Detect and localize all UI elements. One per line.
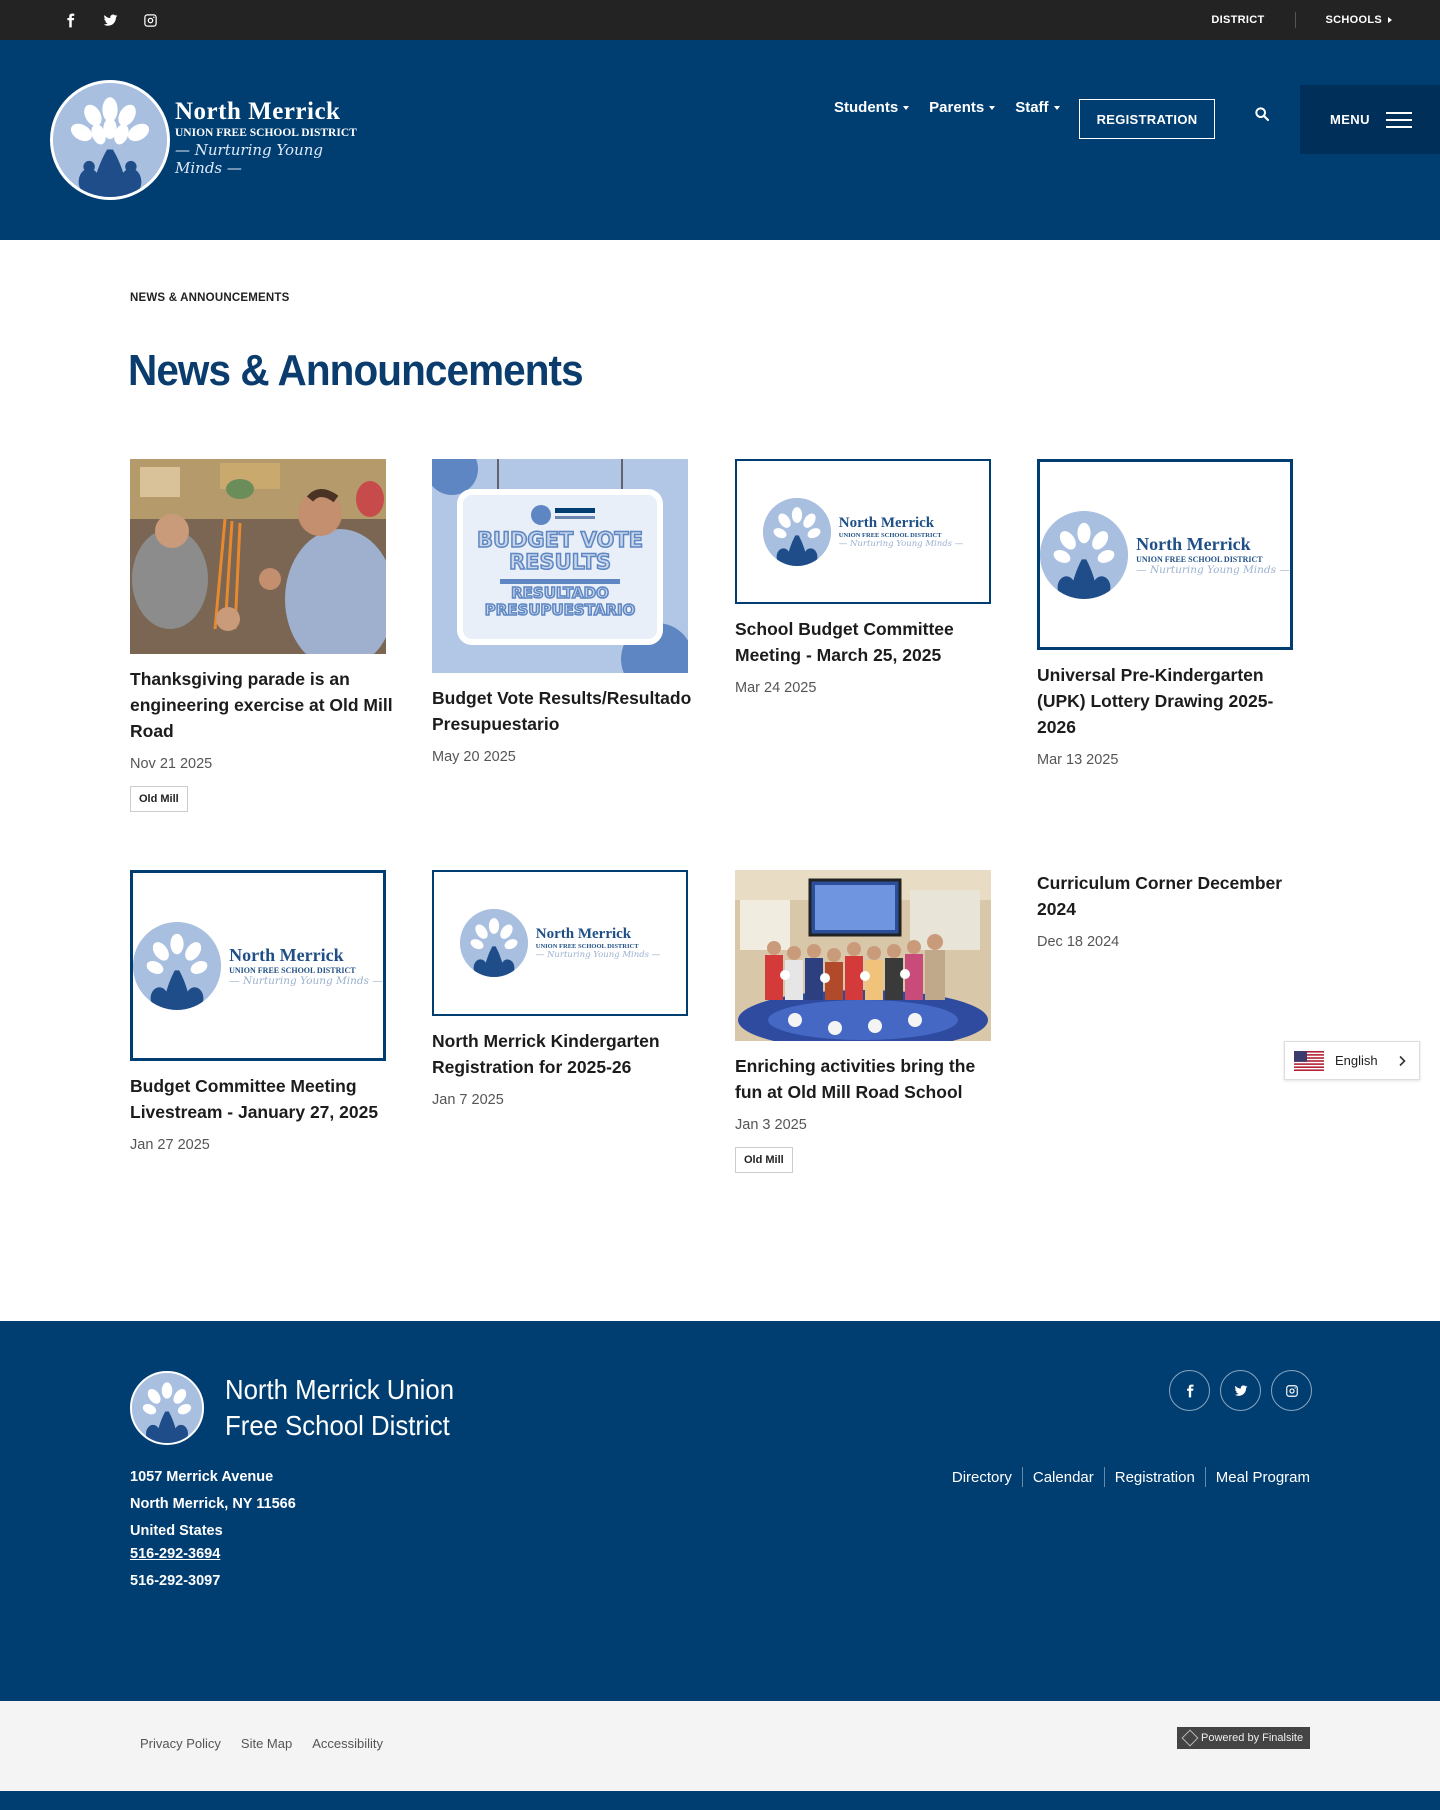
news-date: Jan 27 2025 bbox=[130, 1137, 210, 1153]
footer-link-directory[interactable]: Directory bbox=[951, 1468, 1012, 1486]
instagram-icon[interactable] bbox=[1271, 1370, 1312, 1411]
mini-logo-line-2: UNION FREE SCHOOL DISTRICT bbox=[229, 965, 356, 975]
address-line-1: 1057 Merrick Avenue bbox=[130, 1469, 274, 1485]
logo-line-1: North Merrick bbox=[175, 98, 341, 125]
main-nav bbox=[834, 99, 1060, 116]
fax-number: 516-292-3097 bbox=[130, 1573, 221, 1589]
news-image bbox=[130, 459, 386, 654]
address-country: United States bbox=[130, 1523, 223, 1539]
news-image bbox=[1037, 459, 1293, 650]
news-date: Jan 3 2025 bbox=[735, 1117, 807, 1133]
chevron-right-icon bbox=[1396, 1055, 1408, 1067]
nav-parents-label: Parents bbox=[929, 99, 985, 116]
mini-logo-text bbox=[536, 926, 660, 960]
footer-address bbox=[130, 1464, 296, 1599]
news-image bbox=[735, 870, 991, 1041]
news-title[interactable]: School Budget Committee Meeting - March 25, 2025 bbox=[735, 619, 954, 665]
district-link[interactable]: DISTRICT bbox=[1211, 14, 1265, 26]
logo-line-2: UNION FREE SCHOOL DISTRICT bbox=[175, 127, 357, 139]
site-footer bbox=[0, 1321, 1440, 1701]
news-card[interactable] bbox=[130, 459, 400, 812]
news-card[interactable] bbox=[130, 870, 400, 1153]
news-date: May 20 2025 bbox=[432, 749, 516, 765]
caret-right-icon bbox=[1388, 17, 1392, 23]
budget-line-1: BUDGET VOTE bbox=[476, 528, 644, 552]
news-card[interactable] bbox=[432, 870, 702, 1108]
news-card[interactable] bbox=[735, 870, 1005, 1173]
news-title[interactable]: Budget Vote Results/Resultado Presupuestario bbox=[432, 688, 692, 734]
district-logo[interactable] bbox=[50, 80, 370, 202]
registration-button[interactable]: REGISTRATION bbox=[1079, 99, 1215, 139]
menu-button[interactable] bbox=[1300, 85, 1440, 154]
news-tag[interactable]: Old Mill bbox=[735, 1147, 793, 1173]
logo-tagline: — Nurturing Young Minds — bbox=[175, 141, 323, 177]
address-line-2: North Merrick, NY 11566 bbox=[130, 1496, 296, 1512]
divider bbox=[1205, 1467, 1206, 1487]
hamburger-icon bbox=[1386, 107, 1412, 133]
budget-line-2: RESULTS bbox=[508, 550, 612, 574]
page-title: News & Announcements bbox=[128, 346, 583, 395]
tree-logo-icon bbox=[133, 922, 221, 1010]
divider bbox=[1022, 1467, 1023, 1487]
mini-logo-line-2: UNION FREE SCHOOL DISTRICT bbox=[535, 943, 639, 950]
bottom-bar bbox=[0, 1791, 1440, 1810]
menu-label: MENU bbox=[1330, 112, 1370, 127]
news-date: Mar 24 2025 bbox=[735, 680, 817, 696]
mini-logo-line-1: North Merrick bbox=[1136, 533, 1251, 554]
footer-links bbox=[952, 1467, 1310, 1487]
divider bbox=[1295, 12, 1296, 28]
footer-link-registration[interactable]: Registration bbox=[1114, 1468, 1195, 1486]
mini-logo-line-2: UNION FREE SCHOOL DISTRICT bbox=[1136, 554, 1263, 564]
nav-staff-label: Staff bbox=[1015, 99, 1049, 116]
utility-bar bbox=[0, 0, 1440, 40]
schools-label: SCHOOLS bbox=[1325, 14, 1382, 26]
tree-logo-icon bbox=[50, 80, 170, 200]
footer-district-name bbox=[225, 1372, 501, 1444]
budget-banner-text bbox=[460, 529, 660, 619]
mini-logo-text bbox=[1136, 534, 1290, 576]
instagram-icon[interactable] bbox=[140, 10, 160, 30]
news-title[interactable]: Enriching activities bring the fun at Old Mill Road School bbox=[735, 1056, 976, 1102]
mini-logo-tagline: — Nurturing Young Minds — bbox=[1136, 563, 1290, 576]
news-card[interactable] bbox=[1037, 858, 1307, 950]
language-name: English bbox=[1335, 1053, 1378, 1068]
mini-logo-text bbox=[839, 515, 963, 549]
chevron-down-icon bbox=[989, 106, 995, 110]
accessibility-link[interactable]: Accessibility bbox=[312, 1736, 384, 1751]
news-card[interactable] bbox=[735, 459, 1005, 696]
news-card[interactable] bbox=[432, 459, 702, 765]
budget-line-3: RESULTADO bbox=[511, 584, 609, 602]
news-date: Dec 18 2024 bbox=[1037, 934, 1120, 950]
news-title[interactable]: Universal Pre-Kindergarten (UPK) Lottery Drawing 2025-2026 bbox=[1037, 665, 1274, 737]
news-date: Mar 13 2025 bbox=[1037, 752, 1119, 768]
powered-by-text: Powered by Finalsite bbox=[1201, 1732, 1304, 1744]
district-logo-image bbox=[763, 498, 963, 566]
news-image bbox=[735, 459, 991, 604]
tree-logo-icon bbox=[460, 909, 528, 977]
mini-logo-tagline: — Nurturing Young Minds — bbox=[229, 974, 383, 987]
nav-students-label: Students bbox=[834, 99, 899, 116]
tree-logo-icon bbox=[130, 1371, 204, 1445]
footer-social-links bbox=[1169, 1370, 1312, 1411]
site-map-link[interactable]: Site Map bbox=[240, 1736, 293, 1751]
schools-dropdown[interactable] bbox=[1326, 14, 1393, 26]
mini-logo-line-2: UNION FREE SCHOOL DISTRICT bbox=[838, 531, 942, 539]
tree-logo-icon bbox=[1040, 511, 1128, 599]
mini-logo-tagline: — Nurturing Young Minds — bbox=[838, 538, 964, 549]
news-title[interactable]: Thanksgiving parade is an engineering exercise at Old Mill Road bbox=[130, 669, 393, 741]
mini-logo-line-1: North Merrick bbox=[838, 514, 935, 531]
legal-links bbox=[140, 1736, 383, 1751]
nav-parents[interactable] bbox=[929, 99, 995, 116]
site-header bbox=[0, 40, 1440, 240]
privacy-policy-link[interactable]: Privacy Policy bbox=[140, 1736, 221, 1751]
news-title[interactable]: Budget Committee Meeting Livestream - January 27, 2025 bbox=[130, 1076, 379, 1122]
news-image bbox=[432, 870, 688, 1016]
news-image bbox=[130, 870, 386, 1061]
district-logo-image bbox=[133, 922, 383, 1010]
mini-logo-text bbox=[229, 945, 383, 987]
news-title[interactable]: North Merrick Kindergarten Registration for 2025-26 bbox=[432, 1031, 660, 1077]
budget-line-4: PRESUPUESTARIO bbox=[484, 601, 636, 619]
news-image bbox=[432, 459, 688, 673]
mini-logo-tagline: — Nurturing Young Minds — bbox=[535, 950, 661, 960]
mini-logo-line-1: North Merrick bbox=[229, 944, 344, 965]
news-date: Jan 7 2025 bbox=[432, 1092, 504, 1108]
tree-logo-icon bbox=[763, 498, 831, 566]
footer-link-meal-program[interactable]: Meal Program bbox=[1215, 1468, 1310, 1486]
facebook-icon[interactable] bbox=[1169, 1370, 1210, 1411]
chevron-down-icon bbox=[903, 106, 909, 110]
news-tag[interactable]: Old Mill bbox=[130, 786, 188, 812]
footer-link-calendar[interactable]: Calendar bbox=[1032, 1468, 1094, 1486]
district-logo-image bbox=[460, 909, 660, 977]
chevron-down-icon bbox=[1054, 106, 1060, 110]
twitter-icon[interactable] bbox=[100, 10, 120, 30]
facebook-icon[interactable] bbox=[60, 10, 80, 30]
utility-social-links bbox=[60, 0, 160, 40]
breadcrumb: NEWS & ANNOUNCEMENTS bbox=[130, 292, 290, 304]
twitter-icon[interactable] bbox=[1220, 1370, 1261, 1411]
district-logo-image bbox=[1040, 511, 1290, 599]
logo-wordmark bbox=[175, 98, 370, 177]
mini-logo-line-1: North Merrick bbox=[535, 926, 632, 942]
divider bbox=[1104, 1467, 1105, 1487]
nav-staff[interactable] bbox=[1015, 99, 1059, 116]
us-flag-icon bbox=[1294, 1051, 1324, 1071]
search-icon[interactable] bbox=[1254, 106, 1276, 128]
language-selector[interactable] bbox=[1284, 1041, 1420, 1080]
finalsite-icon bbox=[1182, 1730, 1199, 1747]
utility-links bbox=[1211, 0, 1392, 40]
news-title[interactable]: Curriculum Corner December 2024 bbox=[1037, 873, 1283, 919]
news-card[interactable] bbox=[1037, 459, 1307, 768]
nav-students[interactable] bbox=[834, 99, 909, 116]
footer-district-name-text: North Merrick Union Free School District bbox=[225, 1374, 455, 1441]
news-date: Nov 21 2025 bbox=[130, 756, 213, 772]
phone-link[interactable]: 516-292-3694 bbox=[130, 1546, 221, 1562]
sub-footer bbox=[0, 1701, 1440, 1791]
powered-by-badge[interactable] bbox=[1177, 1727, 1310, 1749]
